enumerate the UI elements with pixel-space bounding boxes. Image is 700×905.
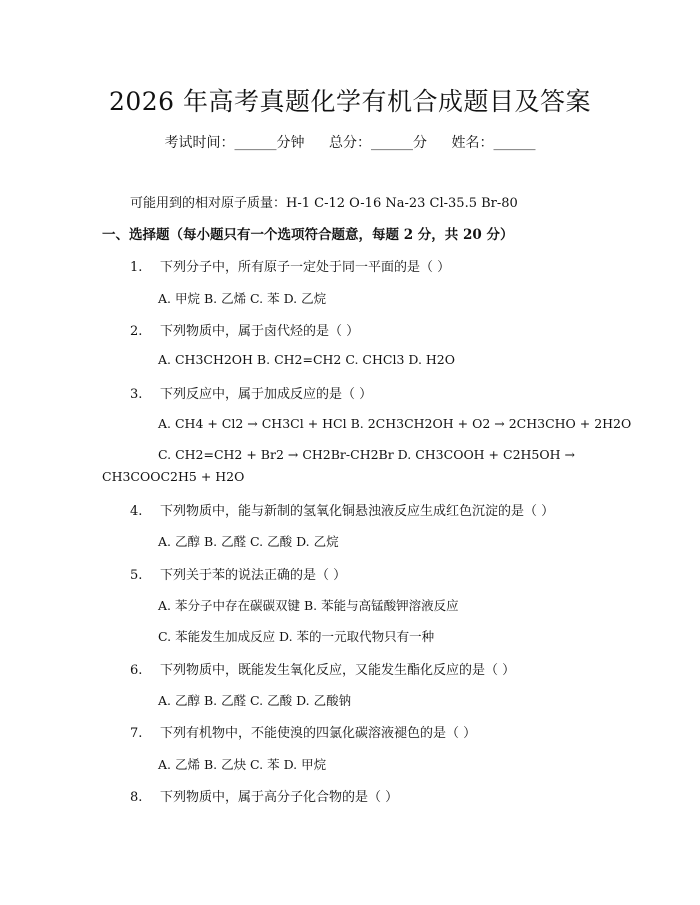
question-7-options: A. 乙烯 B. 乙炔 C. 苯 D. 甲烷 (158, 757, 327, 772)
question-2-options: A. CH3CH2OH B. CH2=CH2 C. CHCl3 D. H2O (158, 352, 455, 367)
question-3-options-line-2: C. CH2=CH2 + Br2 → CH2Br-CH2Br D. CH3COOH + C2H5OH → (158, 447, 575, 462)
total-score-field: 总分：______分 (329, 135, 427, 151)
question-text: 下列物质中，属于卤代烃的是（ ） (160, 324, 360, 339)
exam-meta (0, 132, 700, 152)
section-heading-choice: 一、选择题（每小题只有一个选项符合题意，每题 2 分，共 20 分） (102, 227, 514, 243)
question-number: 2. (130, 324, 143, 339)
atomic-masses-note: 可能用到的相对原子质量：H-1 C-12 O-16 Na-23 Cl-35.5 Br-80 (130, 196, 518, 211)
question-text: 下列物质中，能与新制的氢氧化铜悬浊液反应生成红色沉淀的是（ ） (160, 504, 555, 519)
exam-time-field: 考试时间：______分钟 (164, 135, 305, 151)
question-4-options: A. 乙醇 B. 乙醛 C. 乙酸 D. 乙烷 (158, 534, 339, 549)
question-6 (130, 659, 515, 678)
question-number: 1. (130, 260, 143, 275)
question-5 (130, 564, 346, 583)
question-1 (130, 256, 450, 275)
question-text: 下列物质中，属于高分子化合物的是（ ） (160, 790, 399, 805)
question-number: 7. (130, 726, 143, 741)
question-3 (130, 383, 372, 402)
question-text: 下列物质中，既能发生氧化反应，又能发生酯化反应的是（ ） (160, 663, 516, 678)
question-text: 下列反应中，属于加成反应的是（ ） (160, 387, 373, 402)
question-4 (130, 500, 554, 519)
question-number: 5. (130, 568, 143, 583)
question-2 (130, 320, 359, 339)
question-8 (130, 786, 398, 805)
question-3-options-line-3: CH3COOC2H5 + H2O (102, 469, 245, 484)
student-name-field: 姓名：______ (451, 135, 536, 151)
question-7 (130, 722, 476, 741)
question-3-options-line-1: A. CH4 + Cl2 → CH3Cl + HCl B. 2CH3CH2OH + O2 → 2CH3CHO + 2H2O (158, 416, 632, 431)
question-text: 下列分子中，所有原子一定处于同一平面的是（ ） (160, 260, 451, 275)
question-5-options-line-1: A. 苯分子中存在碳碳双键 B. 苯能与高锰酸钾溶液反应 (158, 598, 459, 613)
question-6-options: A. 乙醇 B. 乙醛 C. 乙酸 D. 乙酸钠 (158, 693, 352, 708)
question-5-options-line-2: C. 苯能发生加成反应 D. 苯的一元取代物只有一种 (158, 629, 435, 644)
question-1-options: A. 甲烷 B. 乙烯 C. 苯 D. 乙烷 (158, 291, 327, 306)
question-number: 4. (130, 504, 143, 519)
question-number: 6. (130, 663, 143, 678)
question-text: 下列有机物中，不能使溴的四氯化碳溶液褪色的是（ ） (160, 726, 477, 741)
page-title: 2026 年高考真题化学有机合成题目及答案 (108, 87, 592, 116)
question-number: 8. (130, 790, 143, 805)
question-text: 下列关于苯的说法正确的是（ ） (160, 568, 347, 583)
question-number: 3. (130, 387, 143, 402)
